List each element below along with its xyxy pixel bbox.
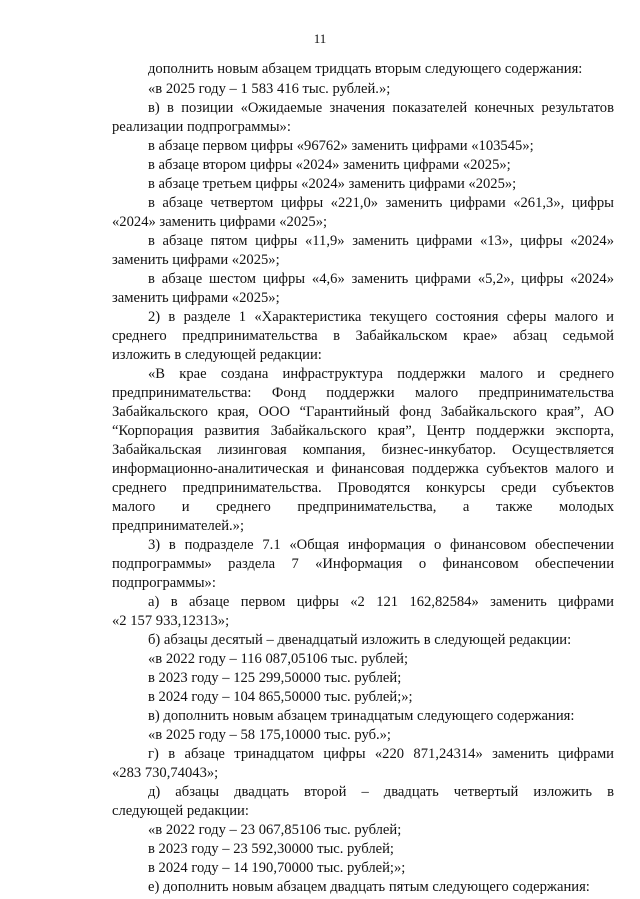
text-line: 3) в подразделе 7.1 «Общая информация о финансовом обеспечении	[148, 537, 614, 553]
text-line: «в 2025 году – 58 175,10000 тыс. руб.»;	[148, 727, 391, 743]
text-line: в абзаце втором цифры «2024» заменить цифрами «2025»;	[148, 157, 511, 173]
text-line: в абзаце третьем цифры «2024» заменить цифрами «2025»;	[148, 176, 517, 192]
text-line: подпрограммы»:	[112, 575, 216, 591]
text-line: в 2024 году – 104 865,50000 тыс. рублей;»;	[148, 689, 413, 705]
text-line: предпринимательства: Фонд поддержки малого предпринимательства	[112, 385, 614, 401]
text-line: «в 2025 году – 1 583 416 тыс. рублей.»;	[148, 81, 391, 97]
text-line: в абзаце шестом цифры «4,6» заменить цифрами «5,2», цифры «2024»	[148, 271, 614, 287]
text-line: б) абзацы десятый – двенадцатый изложить в следующей редакции:	[148, 632, 572, 648]
text-line: реализации подпрограммы»:	[112, 119, 291, 135]
text-line: а) в абзаце первом цифры «2 121 162,82584» заменить цифрами	[148, 594, 614, 610]
text-line: подпрограммы» раздела 7 «Информация о финансовом обеспечении	[112, 556, 614, 572]
text-line: в абзаце четвертом цифры «221,0» заменить цифрами «261,3», цифры	[148, 195, 614, 211]
text-line: изложить в следующей редакции:	[112, 347, 322, 363]
page-number: 11	[313, 31, 327, 46]
text-line: е) дополнить новым абзацем двадцать пятым следующего содержания:	[148, 879, 590, 895]
text-line: в) в позиции «Ожидаемые значения показателей конечных результатов	[148, 100, 614, 116]
text-line: «2024» заменить цифрами «2025»;	[112, 214, 328, 230]
text-line: малого и среднего предпринимательства, а также молодых	[112, 499, 614, 515]
text-line: в абзаце пятом цифры «11,9» заменить цифрами «13», цифры «2024»	[148, 233, 614, 249]
text-line: 2) в разделе 1 «Характеристика текущего состояния сферы малого и	[148, 309, 614, 325]
text-line: в абзаце первом цифры «96762» заменить цифрами «103545»;	[148, 138, 534, 154]
text-line: в) дополнить новым абзацем тринадцатым следующего содержания:	[148, 708, 575, 724]
text-line: дополнить новым абзацем тридцать вторым следующего содержания:	[148, 61, 583, 77]
text-line: «2 157 933,12313»;	[112, 613, 230, 629]
text-line: Забайкальского края, ООО “Гарантийный фонд Забайкальского края”, АО	[112, 404, 614, 420]
text-line: “Корпорация развития Забайкальского края”, Центр поддержки экспорта,	[112, 423, 614, 439]
text-line: «в 2022 году – 116 087,05106 тыс. рублей;	[148, 651, 409, 667]
text-line: «В крае создана инфраструктура поддержки малого и среднего	[148, 366, 614, 382]
text-line: среднего предпринимательства в Забайкальском крае» абзац седьмой	[112, 328, 614, 344]
text-line: Забайкальская лизинговая компания, бизнес-инкубатор. Осуществляется	[112, 442, 614, 458]
text-line: предпринимателей.»;	[112, 518, 245, 534]
text-line: «в 2022 году – 23 067,85106 тыс. рублей;	[148, 822, 402, 838]
text-line: среднего предпринимательства. Проводятся конкурсы среди субъектов	[112, 480, 614, 496]
text-line: заменить цифрами «2025»;	[112, 290, 280, 306]
text-line: информационно-аналитическая и финансовая поддержка субъектов малого и	[112, 461, 614, 477]
text-line: в 2023 году – 23 592,30000 тыс. рублей;	[148, 841, 394, 857]
text-line: д) абзацы двадцать второй – двадцать четвертый изложить в	[148, 784, 614, 800]
text-line: следующей редакции:	[112, 803, 249, 819]
text-line: г) в абзаце тринадцатом цифры «220 871,24314» заменить цифрами	[148, 746, 614, 762]
text-line: в 2024 году – 14 190,70000 тыс. рублей;»;	[148, 860, 406, 876]
text-line: заменить цифрами «2025»;	[112, 252, 280, 268]
text-line: в 2023 году – 125 299,50000 тыс. рублей;	[148, 670, 402, 686]
text-line: «283 730,74043»;	[112, 765, 219, 781]
